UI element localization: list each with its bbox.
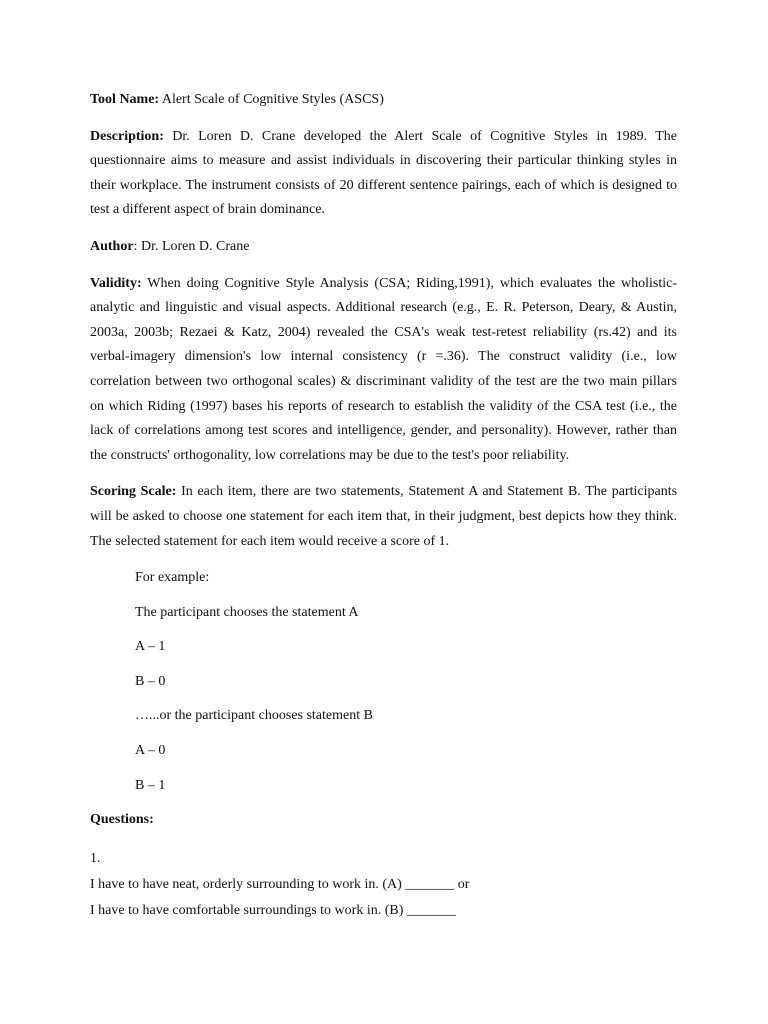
description-label: Description: [90, 128, 164, 144]
author-value: : Dr. Loren D. Crane [133, 238, 250, 254]
example-case-a-score-b: B – 0 [135, 673, 166, 689]
example-case-b-score-b: B – 1 [135, 777, 166, 793]
document-page [90, 88, 677, 925]
example-case-b-score-a: A – 0 [135, 743, 166, 759]
example-case-b: …...or the participant chooses statement B [135, 708, 373, 724]
author-label: Author [90, 238, 134, 254]
questions-heading-paragraph [90, 808, 677, 833]
tool-name-value: Alert Scale of Cognitive Styles (ASCS) [161, 92, 384, 107]
scoring-text: In each item, there are two statements, Statement A and Statement B. The participants will be asked to choose one statement for each item that, in their judgment, best depicts how they think. The selected statement for each item would receive a score of 1. [90, 484, 678, 549]
question-option-a: I have to have neat, orderly surrounding to work in. (A) _______ or [90, 876, 470, 892]
scoring-label: Scoring Scale: [90, 484, 177, 500]
questions-heading: Questions: [90, 812, 154, 828]
tool-name-paragraph [90, 88, 677, 113]
validity-text: When doing Cognitive Style Analysis (CSA; Riding,1991), which evaluates the wholistic-analytic and linguistic and visual aspects. Additional research (e.g., E. R. Peterson, Deary, & Austin, 2003a, 2003b; Rezaei & Katz, 2004) revealed the CSA's weak test-retest reliability (rs.42) and its verbal-imagery dimension's low internal consistency (r =.36). The construct validity (i.e., low correlation between two orthogonal scales) & discriminant validity of the test are the two main pillars on which Riding (1997) bases his reports of research to establish the validity of the CSA test (i.e., the lack of correlations among test scores and intelligence, gender, and personality). However, rather than the constructs' orthogonality, low correlations may be due to the test's poor reliability. [90, 275, 677, 463]
validity-paragraph [90, 272, 677, 469]
question-item [90, 845, 677, 925]
question-option-b: I have to have comfortable surroundings to work in. (B) _______ [90, 903, 456, 919]
example-case-a-score-a: A – 1 [135, 639, 166, 655]
example-case-a: The participant chooses the statement A [135, 604, 359, 620]
question-number: 1. [90, 850, 101, 866]
author-paragraph [90, 235, 677, 260]
description-paragraph [90, 125, 677, 223]
tool-name-label: Tool Name: [90, 92, 160, 107]
scoring-paragraph [90, 480, 677, 554]
description-text: Dr. Loren D. Crane developed the Alert Scale of Cognitive Styles in 1989. The questionnaire aims to measure and assist individuals in discovering their particular thinking styles in their workplace. The instrument consists of 20 different sentence pairings, each of which is designed to test a different aspect of brain dominance. [90, 128, 677, 218]
example-intro: For example: [135, 570, 210, 586]
validity-label: Validity: [90, 275, 142, 291]
